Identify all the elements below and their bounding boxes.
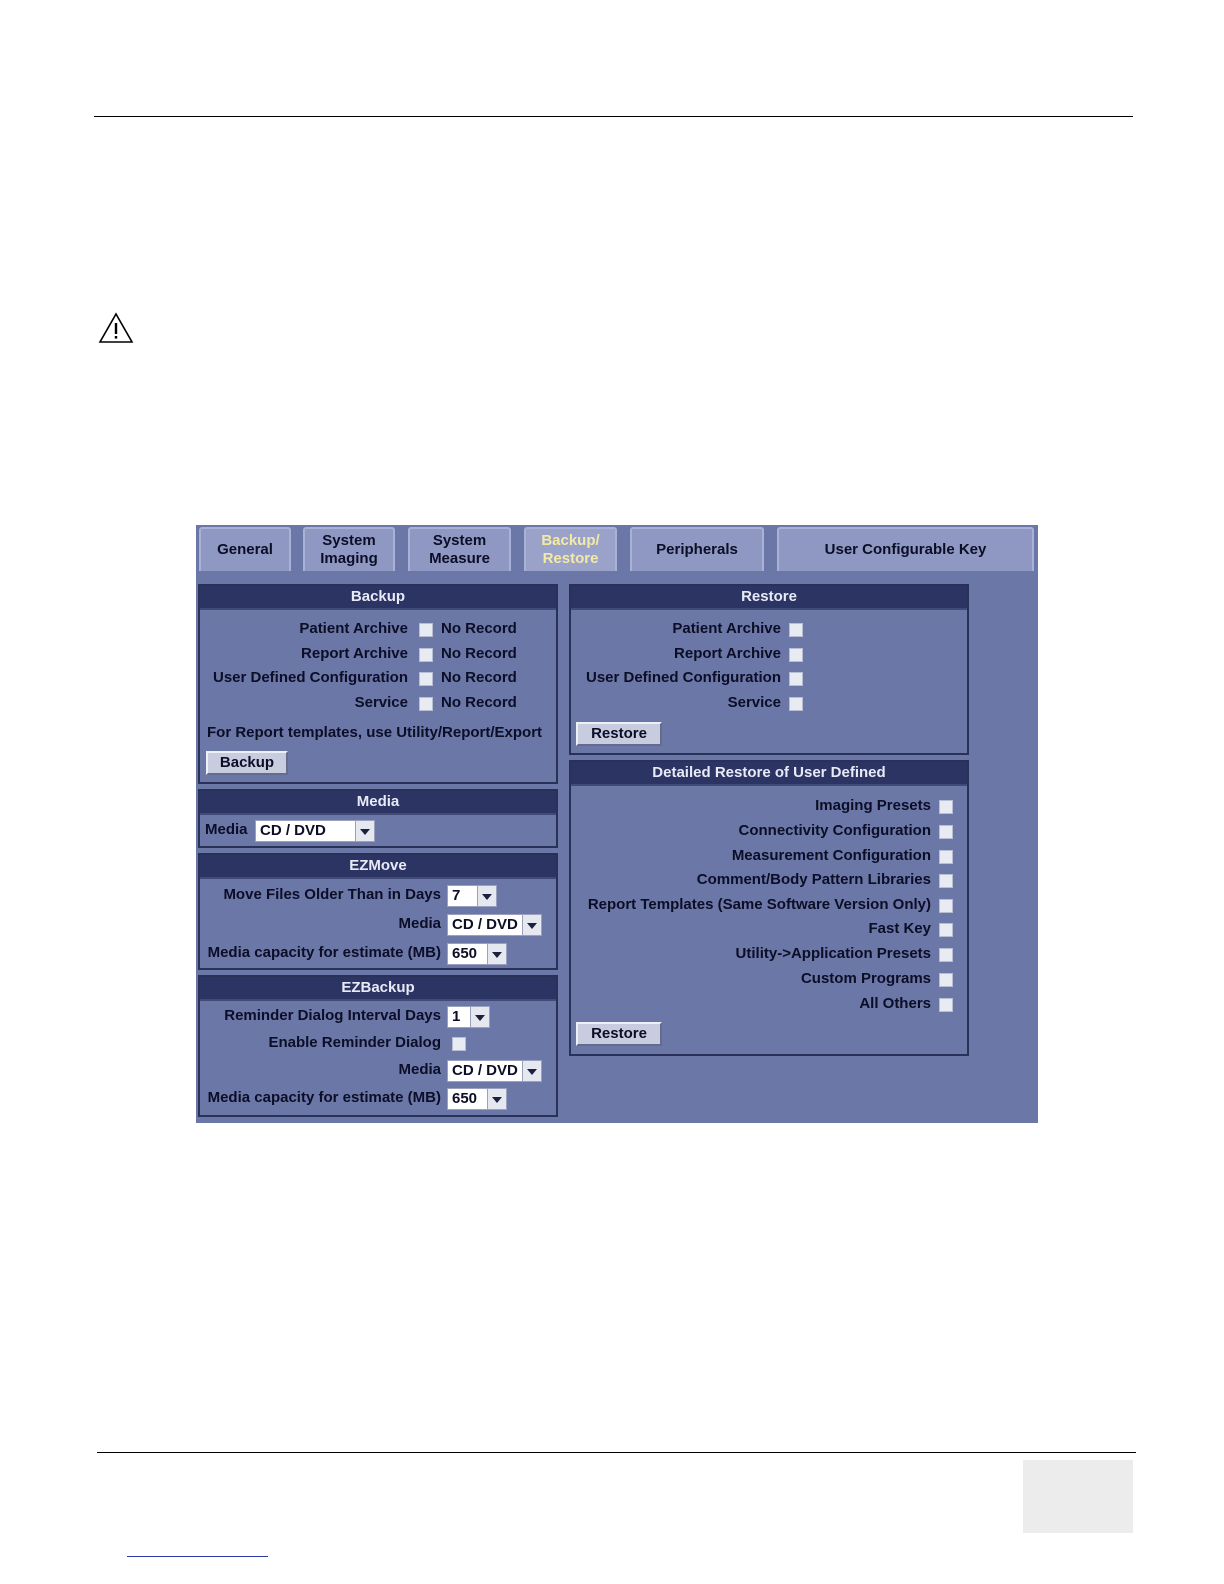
tab-general[interactable] [199, 527, 291, 571]
warning-icon [98, 312, 134, 344]
ezbackup-enable-checkbox[interactable] [452, 1037, 466, 1051]
backup-report-archive-label: Report Archive [301, 645, 408, 662]
restore-user-config-checkbox[interactable] [789, 672, 803, 686]
detailed-restore-button[interactable]: Restore [576, 1022, 662, 1046]
ezmove-older-value: 7 [452, 887, 461, 904]
tab-label: User Configurable Key [824, 541, 987, 558]
detailed-comment-body-label: Comment/Body Pattern Libraries [696, 871, 931, 888]
ezmove-media-label: Media [398, 915, 441, 932]
backup-button[interactable]: Backup [206, 751, 288, 775]
chevron-down-icon[interactable] [355, 821, 374, 841]
backup-user-config-checkbox[interactable] [419, 672, 433, 686]
restore-user-config-label: User Defined Configuration [585, 669, 781, 686]
detailed-restore-title: Detailed Restore of User Defined [571, 762, 967, 786]
ezbackup-panel [198, 975, 558, 1117]
ezbackup-interval-value: 1 [452, 1008, 461, 1025]
tab-label: System Measure [429, 532, 490, 567]
backup-patient-archive-checkbox[interactable] [419, 623, 433, 637]
tab-peripherals[interactable] [630, 527, 764, 571]
backup-service-status: No Record [441, 694, 517, 711]
detailed-connectivity-checkbox[interactable] [939, 825, 953, 839]
ezbackup-media-label: Media [398, 1061, 441, 1078]
detailed-measurement-label: Measurement Configuration [731, 847, 931, 864]
tab-user-configurable-key[interactable] [777, 527, 1034, 571]
ezbackup-interval-label: Reminder Dialog Interval Days [224, 1007, 441, 1024]
ezmove-media-select[interactable] [447, 914, 542, 936]
ezmove-panel-title: EZMove [200, 855, 556, 879]
restore-service-checkbox[interactable] [789, 697, 803, 711]
backup-note: For Report templates, use Utility/Report/Export [207, 724, 543, 741]
detailed-custom-programs-label: Custom Programs [800, 970, 931, 987]
restore-panel [569, 584, 969, 755]
chevron-down-icon[interactable] [522, 915, 541, 935]
tab-label: Backup/ Restore [541, 532, 600, 567]
footer-link-underline [127, 1556, 268, 1557]
detailed-imaging-presets-checkbox[interactable] [939, 800, 953, 814]
page-number-box [1023, 1460, 1133, 1533]
detailed-measurement-checkbox[interactable] [939, 850, 953, 864]
detailed-report-templates-label: Report Templates (Same Software Version Only) [587, 896, 931, 913]
ezbackup-capacity-value: 650 [452, 1090, 478, 1107]
chevron-down-icon[interactable] [487, 944, 506, 964]
detailed-report-templates-checkbox[interactable] [939, 899, 953, 913]
media-panel [198, 789, 558, 848]
media-panel-title: Media [200, 791, 556, 815]
detailed-all-others-checkbox[interactable] [939, 998, 953, 1012]
ezbackup-enable-label: Enable Reminder Dialog [268, 1034, 441, 1051]
detailed-utility-presets-checkbox[interactable] [939, 948, 953, 962]
ezbackup-media-select[interactable] [447, 1060, 542, 1082]
chevron-down-icon[interactable] [470, 1007, 489, 1027]
ezmove-capacity-select[interactable] [447, 943, 507, 965]
ezbackup-interval-select[interactable] [447, 1006, 490, 1028]
restore-report-archive-checkbox[interactable] [789, 648, 803, 662]
tab-label: System Imaging [320, 532, 378, 567]
tab-backup-restore[interactable] [524, 527, 617, 571]
backup-patient-archive-status: No Record [441, 620, 517, 637]
tab-system-measure[interactable] [408, 527, 511, 571]
media-select[interactable] [255, 820, 375, 842]
chevron-down-icon[interactable] [522, 1061, 541, 1081]
detailed-fast-key-label: Fast Key [868, 920, 931, 937]
media-label: Media [205, 821, 248, 838]
ezbackup-capacity-label: Media capacity for estimate (MB) [207, 1089, 441, 1106]
ezmove-older-label: Move Files Older Than in Days [223, 886, 441, 903]
backup-report-archive-status: No Record [441, 645, 517, 662]
restore-service-label: Service [727, 694, 781, 711]
backup-service-checkbox[interactable] [419, 697, 433, 711]
restore-button[interactable]: Restore [576, 722, 662, 746]
chevron-down-icon[interactable] [487, 1089, 506, 1109]
restore-panel-title: Restore [571, 586, 967, 610]
detailed-custom-programs-checkbox[interactable] [939, 973, 953, 987]
restore-patient-archive-checkbox[interactable] [789, 623, 803, 637]
detailed-connectivity-label: Connectivity Configuration [738, 822, 931, 839]
backup-report-archive-checkbox[interactable] [419, 648, 433, 662]
backup-panel [198, 584, 558, 784]
tab-system-imaging[interactable] [303, 527, 395, 571]
backup-patient-archive-label: Patient Archive [299, 620, 408, 637]
restore-report-archive-label: Report Archive [674, 645, 781, 662]
ezbackup-capacity-select[interactable] [447, 1088, 507, 1110]
backup-user-config-status: No Record [441, 669, 517, 686]
header-rule [94, 116, 1133, 117]
ezmove-panel [198, 853, 558, 970]
backup-user-config-label: User Defined Configuration [212, 669, 408, 686]
tab-label: Peripherals [656, 541, 738, 558]
tab-label: General [217, 541, 273, 558]
detailed-fast-key-checkbox[interactable] [939, 923, 953, 937]
detailed-utility-presets-label: Utility->Application Presets [735, 945, 931, 962]
detailed-restore-panel [569, 760, 969, 1056]
chevron-down-icon[interactable] [477, 886, 496, 906]
detailed-imaging-presets-label: Imaging Presets [815, 797, 931, 814]
ezmove-older-select[interactable] [447, 885, 497, 907]
footer-rule [97, 1452, 1136, 1453]
backup-restore-screen [196, 525, 1038, 1123]
backup-panel-title: Backup [200, 586, 556, 610]
ezmove-capacity-label: Media capacity for estimate (MB) [207, 944, 441, 961]
ezmove-media-value: CD / DVD [452, 916, 518, 933]
detailed-comment-body-checkbox[interactable] [939, 874, 953, 888]
media-select-value: CD / DVD [260, 822, 326, 839]
ezbackup-panel-title: EZBackup [200, 977, 556, 1001]
ezbackup-media-value: CD / DVD [452, 1062, 518, 1079]
detailed-all-others-label: All Others [859, 995, 931, 1012]
restore-patient-archive-label: Patient Archive [672, 620, 781, 637]
ezmove-capacity-value: 650 [452, 945, 478, 962]
backup-service-label: Service [354, 694, 408, 711]
